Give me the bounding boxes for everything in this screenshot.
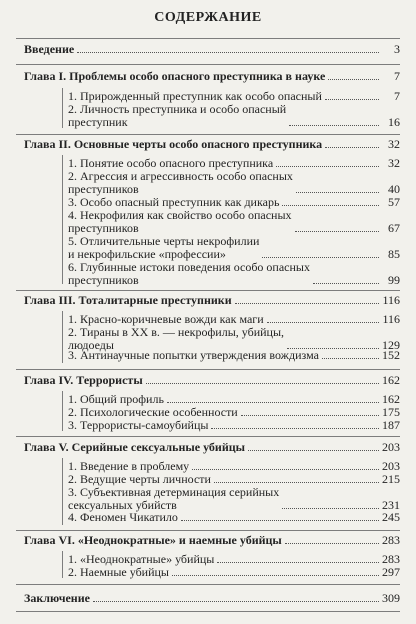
- section-bar: [62, 458, 63, 525]
- leader-dots: [192, 469, 379, 470]
- item-page: 129: [382, 338, 400, 352]
- divider: [16, 134, 400, 135]
- toc-item: [68, 511, 400, 524]
- leader-dots: [289, 125, 379, 126]
- divider: [16, 290, 400, 291]
- item-page: 215: [382, 472, 400, 486]
- item-label: 4. Некрофилия как свойство особо опасных преступников: [68, 208, 292, 235]
- item-label: 1. «Неоднократные» убийцы: [68, 552, 215, 566]
- section-bar: [62, 155, 63, 284]
- item-page: 116: [382, 312, 400, 326]
- leader-dots: [93, 601, 379, 602]
- chapter-page: 116: [382, 293, 400, 307]
- leader-dots: [217, 562, 379, 563]
- leader-dots: [211, 428, 379, 429]
- leader-dots: [172, 575, 379, 576]
- toc-conclusion-label: Заключение: [24, 591, 90, 605]
- item-page: 57: [388, 195, 400, 209]
- leader-dots: [325, 147, 379, 148]
- leader-dots: [325, 99, 379, 100]
- leader-dots: [328, 79, 379, 80]
- item-page: 32: [388, 156, 400, 170]
- item-page: 16: [388, 115, 400, 129]
- chapter-label: Глава IV. Террористы: [24, 373, 143, 387]
- leader-dots: [181, 520, 379, 521]
- item-page: 245: [382, 510, 400, 524]
- divider: [16, 436, 400, 437]
- item-label: 3. Особо опасный преступник как дикарь: [68, 195, 280, 209]
- toc-chapter-1: [24, 70, 400, 83]
- item-page: 152: [382, 348, 400, 362]
- section-bar: [62, 551, 63, 578]
- item-page: 283: [382, 552, 400, 566]
- chapter-page: 283: [382, 533, 400, 547]
- leader-dots: [262, 257, 379, 258]
- item-label: 6. Глубинные истоки поведения особо опасных преступников: [68, 260, 310, 287]
- item-page: 162: [382, 392, 400, 406]
- divider: [16, 611, 400, 612]
- item-label: 2. Агрессия и агрессивность особо опасных преступников: [68, 169, 293, 196]
- item-page: 187: [382, 418, 400, 432]
- item-label: 4. Феномен Чикатило: [68, 510, 178, 524]
- leader-dots: [282, 508, 379, 509]
- item-page: 7: [394, 89, 400, 103]
- toc-conclusion: [24, 592, 400, 605]
- divider: [16, 530, 400, 531]
- leader-dots: [146, 383, 379, 384]
- toc-item: [68, 261, 400, 287]
- item-page: 175: [382, 405, 400, 419]
- toc-item: [68, 486, 400, 512]
- item-label: 2. Ведущие черты личности: [68, 472, 211, 486]
- leader-dots: [295, 231, 379, 232]
- toc-chapter-6: [24, 534, 400, 547]
- item-label: 2. Личность преступника и особо опасный преступник: [68, 102, 287, 129]
- toc-item: [68, 235, 400, 261]
- chapter-label: Глава V. Серийные сексуальные убийцы: [24, 440, 246, 454]
- toc-chapter-2: [24, 138, 400, 151]
- leader-dots: [282, 205, 379, 206]
- item-page: 203: [382, 459, 400, 473]
- toc-item: [68, 170, 400, 196]
- item-page: 231: [382, 498, 400, 512]
- toc-item: [68, 209, 400, 235]
- item-label: 3. Антинаучные попытки утверждения вождизма: [68, 348, 319, 362]
- leader-dots: [214, 482, 379, 483]
- chapter-page: 162: [382, 373, 400, 387]
- divider: [16, 38, 400, 39]
- toc-item: [68, 566, 400, 579]
- chapter-label: Глава I. Проблемы особо опасного преступника в науке: [24, 69, 326, 83]
- item-label: 1. Прирожденный преступник как особо опасный: [68, 89, 322, 103]
- toc-chapter-4: [24, 374, 400, 387]
- toc-conclusion-page: 309: [382, 591, 400, 605]
- chapter-label: Глава VI. «Неоднократные» и наемные убийцы: [24, 533, 282, 547]
- item-page: 99: [388, 273, 400, 287]
- item-page: 40: [388, 182, 400, 196]
- leader-dots: [235, 303, 379, 304]
- section-bar: [62, 391, 63, 431]
- toc-chapter-3: [24, 294, 400, 307]
- item-label: 1. Понятие особо опасного преступника: [68, 156, 274, 170]
- chapter-label: Глава III. Тоталитарные преступники: [24, 293, 232, 307]
- item-label: 2. Тираны в XX в. — некрофилы, убийцы, людоеды: [68, 325, 285, 352]
- item-label: 5. Отличительные черты некрофилии и некрофильские «профессии»: [68, 234, 260, 261]
- section-bar: [62, 311, 63, 363]
- item-label: 1. Общий профиль: [68, 392, 164, 406]
- leader-dots: [296, 192, 379, 193]
- leader-dots: [167, 402, 379, 403]
- item-label: 2. Наемные убийцы: [68, 565, 169, 579]
- item-page: 67: [388, 221, 400, 235]
- toc-item: [68, 419, 400, 432]
- item-label: 2. Психологические особенности: [68, 405, 238, 419]
- toc-title: СОДЕРЖАНИЕ: [154, 10, 262, 25]
- item-label: 3. Субъективная детерминация серийных сексуальных убийств: [68, 485, 280, 512]
- toc-intro: [24, 43, 400, 56]
- divider: [16, 64, 400, 65]
- toc-intro-label: Введение: [24, 42, 75, 56]
- leader-dots: [241, 415, 379, 416]
- divider: [16, 369, 400, 370]
- toc-item: [68, 103, 400, 129]
- toc-item: [68, 349, 400, 362]
- item-label: 3. Террористы-самоубийцы: [68, 418, 209, 432]
- chapter-page: 7: [394, 69, 400, 83]
- leader-dots: [313, 283, 379, 284]
- item-label: 1. Введение в проблему: [68, 459, 190, 473]
- leader-dots: [322, 358, 379, 359]
- leader-dots: [248, 450, 379, 451]
- item-page: 297: [382, 565, 400, 579]
- leader-dots: [267, 322, 379, 323]
- divider: [16, 584, 400, 585]
- chapter-page: 32: [388, 137, 400, 151]
- toc-intro-page: 3: [394, 42, 400, 56]
- leader-dots: [285, 543, 379, 544]
- toc-chapter-5: [24, 441, 400, 454]
- item-label: 1. Красно-коричневые вожди как маги: [68, 312, 264, 326]
- leader-dots: [77, 52, 379, 53]
- item-page: 85: [388, 247, 400, 261]
- chapter-label: Глава II. Основные черты особо опасного преступника: [24, 137, 323, 151]
- section-bar: [62, 88, 63, 128]
- leader-dots: [276, 166, 379, 167]
- chapter-page: 203: [382, 440, 400, 454]
